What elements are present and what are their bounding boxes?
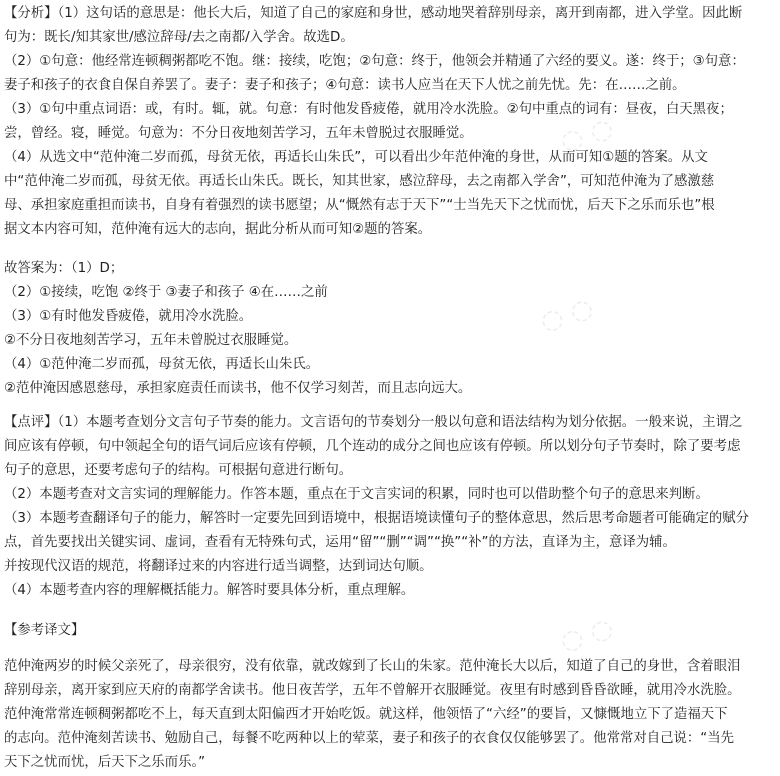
watermark: ◌ ◌: [556, 612, 617, 658]
translation-line: 范仲淹两岁的时候父亲死了，母亲很穷，没有依靠，就改嫁到了长山的朱家。范仲淹长大以后，知道了自己的身世，含着眼泪: [4, 659, 741, 674]
comment-line: （3）本题考查翻译句子的能力，解答时一定要先回到语境中，根据语境读懂句子的整体意思，然后思考命题者可能确定的赋分: [4, 511, 749, 526]
answer-line: ②不分日夜地刻苦学习，五年未曾脱过衣服睡觉。: [4, 333, 298, 348]
watermark: ◌ ◌: [536, 292, 597, 338]
analysis-line: 妻子和孩子的衣食自保自养罢了。妻子：妻子和孩子；④句意：读书人应当在天下人忧之前先忧。先：在……之前。: [4, 78, 686, 93]
comment-line: （2）本题考查对文言实词的理解能力。作答本题，重点在于文言实词的积累，同时也可以借助整个句子的意思来判断。: [4, 487, 709, 502]
comment-line: （4）本题考查内容的理解概括能力。解答时要具体分析，重点理解。: [4, 583, 415, 598]
translation-line: 辞别母亲，离开家到应天府的南都学舍读书。他日夜苦学，五年不曾解开衣服睡觉。夜里有时感到昏昏欲睡，就用冷水洗脸。: [4, 683, 741, 698]
analysis-line: 母、承担家庭重担而读书，自身有着强烈的读书愿望；从“慨然有志于天下”“士当先天下之忧而忧，后天下之乐而乐也”根: [4, 198, 715, 213]
analysis-line: （4）从选文中“范仲淹二岁而孤，母贫无依，再适长山朱氏”，可以看出少年范仲淹的身世，从而可知①题的答案。从文: [4, 150, 708, 165]
comment-line: 并按现代汉语的规范，将翻译过来的内容进行适当调整，达到词达句顺。: [4, 559, 433, 574]
answer-line: （2）①接续，吃饱 ②终于 ③妻子和孩子 ④在……之前: [4, 285, 328, 300]
answer-line: （3）①有时他发昏疲倦，就用冷水洗脸。: [4, 309, 253, 324]
comment-line: 句子的意思，还要考虑句子的结构。可根据句意进行断句。: [4, 463, 353, 478]
answer-line: 故答案为：（1）D；: [4, 261, 124, 276]
comment-line: 间应该有停顿，句中领起全句的语气词后应该有停顿，几个连动的成分之间也应该有停顿。所以划分句子节奏时，除了要考虑: [4, 439, 741, 454]
translation-line: 天下之忧而忧，后天下之乐而乐。”: [4, 755, 206, 770]
translation-line: 范仲淹常常连顿稠粥都吃不上，每天直到太阳偏西才开始吃饭。就这样，他领悟了“六经”的要旨，又慷慨地立下了造福天下: [4, 707, 728, 722]
analysis-line: （3）①句中重点词语：或，有时。辄，就。句意：有时他发昏疲倦，就用冷水洗脸。②句中重点的词有：昼夜，白天黑夜；: [4, 102, 733, 117]
analysis-line: 【分析】（1）这句话的意思是：他长大后，知道了自己的家庭和身世，感动地哭着辞别母亲，离开到南都，进入学堂。因此断: [4, 6, 743, 21]
answer-line: （4）①范仲淹二岁而孤，母贫无依，再适长山朱氏。: [4, 357, 320, 372]
comment-line: 【点评】（1）本题考查划分文言句子节奏的能力。文言语句的节奏划分一般以句意和语法结构为划分依据。一般来说，主谓之: [4, 415, 743, 430]
analysis-line: 尝，曾经。寝，睡觉。句意为：不分日夜地刻苦学习，五年未曾脱过衣服睡觉。: [4, 126, 473, 141]
translation-line: 的志向。范仲淹刻苦读书、勉励自己，每餐不吃两种以上的荤菜，妻子和孩子的衣食仅仅能够罢了。他常常对自己说：“当先: [4, 731, 735, 746]
analysis-line: 句为：既长/知其家世/感泣辞母/去之南都/入学舍。故选D。: [4, 30, 354, 45]
translation-heading: 【参考译文】: [4, 623, 85, 638]
watermark: ◌ ◌: [556, 112, 617, 158]
comment-line: 点，首先要找出关键实词、虚词，查看有无特殊句式，运用“留”“删”“调”“换”“补”的方法，直译为主，意译为辅。: [4, 535, 676, 550]
analysis-line: 中“范仲淹二岁而孤，母贫无依。再适长山朱氏。既长，知其世家，感泣辞母，去之南都入学舍”，可知范仲淹为了感激慈: [4, 174, 715, 189]
answer-line: ②范仲淹因感恩慈母，承担家庭责任而读书，他不仅学习刻苦，而且志向远大。: [4, 381, 472, 396]
analysis-line: （2）①句意：他经常连顿稠粥都吃不饱。继：接续，吃饱；②句意：终于，他领会并精通了六经的要义。遂：终于；③句意：: [4, 54, 745, 69]
analysis-line: 据文本内容可知，范仲淹有远大的志向，据此分析从而可知②题的答案。: [4, 222, 432, 237]
